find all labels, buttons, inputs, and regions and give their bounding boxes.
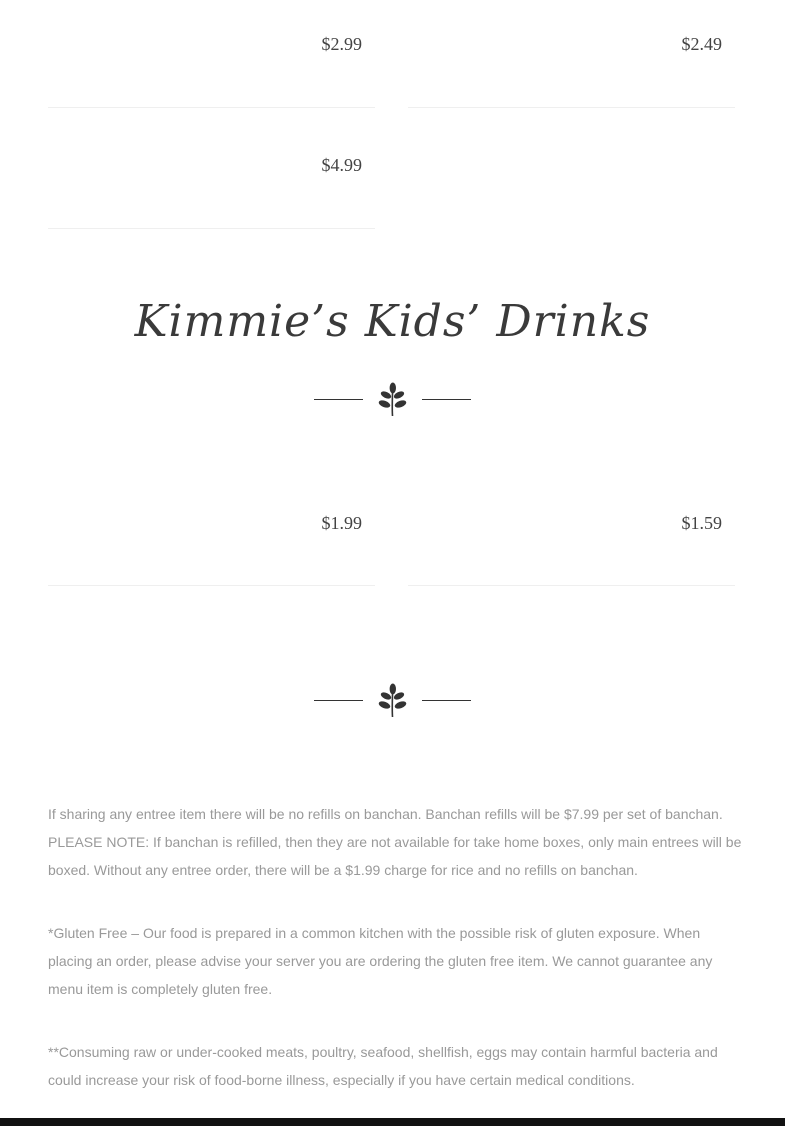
note-banchan-refills: If sharing any entree item there will be no refills on banchan. Banchan refills will be $7.99 per set of banchan. PLEASE NOTE: If banchan is refilled, then they are not available for take home boxes, only main entrees will be boxed. Without any entree order, there will be a $1.99 charge for rice and no refills on banchan.	[48, 806, 742, 878]
menu-notes	[48, 800, 742, 1129]
menu-item-price: $2.49	[681, 34, 722, 54]
divider-line-left	[314, 399, 363, 400]
menu-item	[48, 108, 375, 229]
menu-item	[48, 478, 375, 586]
menu-item-price: $4.99	[321, 155, 362, 175]
menu-item-price: $1.99	[321, 513, 362, 533]
section-title-kids-drinks: Kimmie’s Kids’ Drinks	[134, 296, 651, 347]
divider-line-left	[314, 700, 363, 701]
leaf-sprig-icon	[378, 683, 407, 719]
footer-bar	[0, 1118, 785, 1126]
section-divider	[314, 683, 471, 719]
menu-item	[408, 478, 735, 586]
divider-line-right	[422, 700, 471, 701]
menu-item	[48, 0, 375, 108]
note-gluten-free: *Gluten Free – Our food is prepared in a common kitchen with the possible risk of gluten exposure. When placing an order, please advise your server you are ordering the gluten free item. We cannot guarantee any menu item is completely gluten free.	[48, 925, 713, 997]
divider-line-right	[422, 399, 471, 400]
menu-item-price: $2.99	[321, 34, 362, 54]
menu-item-price: $1.59	[681, 513, 722, 533]
note-raw-food-warning: **Consuming raw or under-cooked meats, poultry, seafood, shellfish, eggs may contain harmful bacteria and could increase your risk of food-borne illness, especially if you have certain medical conditions.	[48, 1044, 718, 1088]
leaf-sprig-icon	[378, 382, 407, 418]
menu-item	[408, 0, 735, 108]
section-divider	[314, 382, 471, 418]
